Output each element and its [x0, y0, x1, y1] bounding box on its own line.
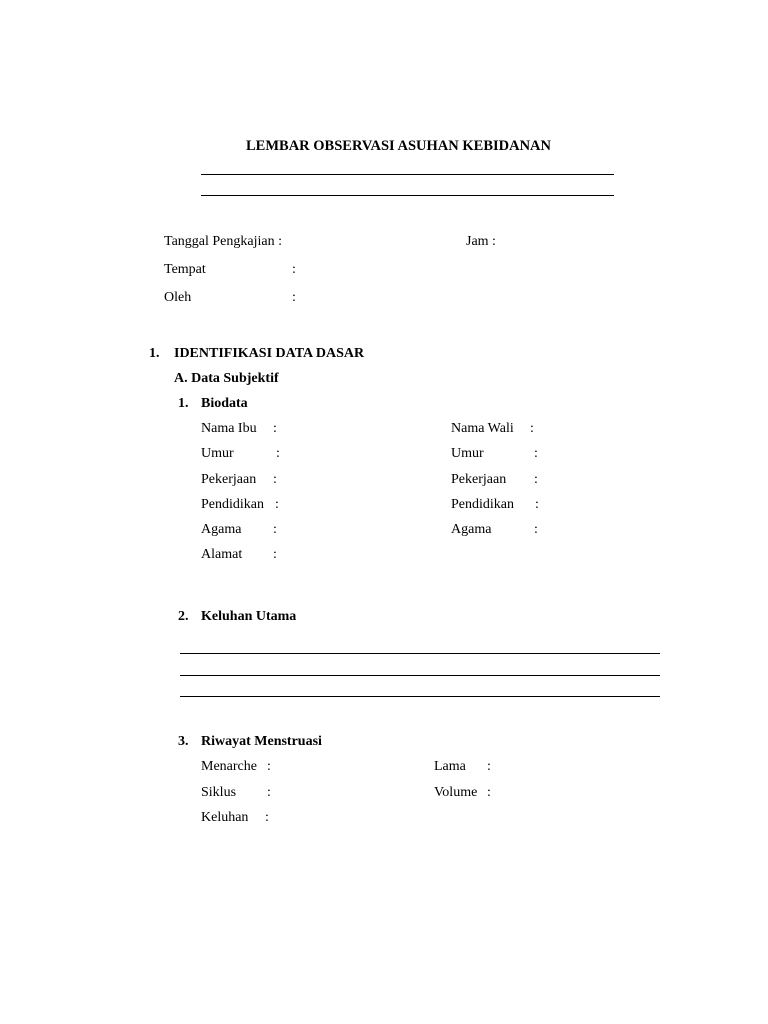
field-label: Menarche [201, 759, 257, 774]
field-label: Pekerjaan [451, 472, 507, 487]
field-colon: : [265, 810, 269, 825]
field-label: Pendidikan [201, 497, 264, 512]
field-colon: : [535, 497, 539, 512]
writing-line [180, 675, 660, 676]
writing-line [180, 696, 660, 697]
title-underline-1 [201, 174, 614, 175]
field-label: Alamat [201, 547, 243, 562]
field-colon: : [276, 446, 280, 461]
jam-label: Jam : [466, 234, 496, 249]
field-label: Lama [434, 759, 466, 774]
oleh-label: Oleh [164, 290, 192, 305]
tempat-colon: : [292, 262, 296, 277]
tempat-label: Tempat [164, 262, 206, 277]
section-title: IDENTIFIKASI DATA DASAR [174, 346, 365, 361]
biodata-title: Biodata [201, 396, 248, 411]
field-label: Pekerjaan [201, 472, 257, 487]
field-colon: : [273, 547, 277, 562]
tanggal-pengkajian-label: Tanggal Pengkajian : [164, 234, 282, 249]
keluhan-utama-title: Keluhan Utama [201, 609, 297, 624]
keluhan-utama-number: 2. [178, 609, 189, 624]
field-label: Agama [451, 522, 492, 537]
title-underline-2 [201, 195, 614, 196]
field-label: Siklus [201, 785, 237, 800]
field-label: Keluhan [201, 810, 249, 825]
field-label: Nama Wali [451, 421, 514, 436]
riwayat-menstruasi-number: 3. [178, 734, 189, 749]
field-label: Umur [201, 446, 234, 461]
field-label: Agama [201, 522, 242, 537]
field-colon: : [487, 785, 491, 800]
field-colon: : [487, 759, 491, 774]
field-label: Pendidikan [451, 497, 514, 512]
field-colon: : [534, 522, 538, 537]
field-label: Volume [434, 785, 478, 800]
document-title: LEMBAR OBSERVASI ASUHAN KEBIDANAN [246, 138, 551, 154]
oleh-colon: : [292, 290, 296, 305]
field-colon: : [534, 446, 538, 461]
field-label: Nama Ibu [201, 421, 257, 436]
field-colon: : [275, 497, 279, 512]
subsection-title: A. Data Subjektif [174, 371, 279, 386]
biodata-number: 1. [178, 396, 189, 411]
riwayat-menstruasi-title: Riwayat Menstruasi [201, 734, 322, 749]
field-colon: : [273, 421, 277, 436]
field-colon: : [267, 759, 271, 774]
field-colon: : [273, 522, 277, 537]
field-colon: : [273, 472, 277, 487]
field-label: Umur [451, 446, 484, 461]
field-colon: : [267, 785, 271, 800]
field-colon: : [534, 472, 538, 487]
field-colon: : [530, 421, 534, 436]
section-number: 1. [149, 346, 160, 361]
writing-line [180, 653, 660, 654]
